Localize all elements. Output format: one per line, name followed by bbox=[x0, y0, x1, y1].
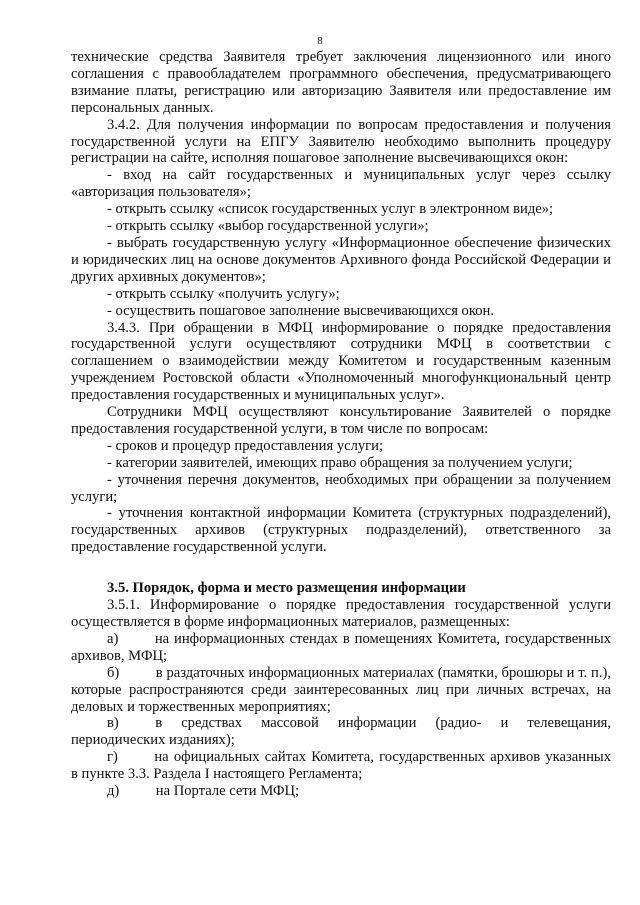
paragraph: технические средства Заявителя требует заключения лицензионного или иного соглашения с правообладателем программного обеспечения, предусматривающего взимание платы, регистрацию или авторизацию Заявителя или предоставление им персональных данных. bbox=[71, 49, 611, 116]
list-marker: в) bbox=[107, 715, 119, 732]
list-item bbox=[71, 665, 611, 716]
list-item: - категории заявителей, имеющих право обращения за получением услуги; bbox=[107, 454, 573, 471]
list-item: - открыть ссылку «список государственных услуг в электронном виде»; bbox=[107, 201, 554, 218]
list-item: - уточнения перечня документов, необходимых при обращении за получением услуги; bbox=[71, 471, 611, 505]
list-text: в раздаточных информационных материалах (памятки, брошюры и т. п.), которые распространяются среди заинтересованных лиц при личных встречах, на деловых и торжественных мероприятиях; bbox=[71, 664, 611, 715]
list-item bbox=[71, 631, 611, 665]
list-item: - уточнения контактной информации Комитета (структурных подразделений), государственных архивов (структурных подразделений), ответственного за предоставление государственной услуги. bbox=[71, 505, 611, 556]
paragraph: 3.4.2. Для получения информации по вопросам предоставления и получения государственной услуги на ЕПГУ Заявителю необходимо выполнить процедуру регистрации на сайте, исполняя пошаговое заполнение высвечивающихся окон: bbox=[71, 116, 611, 167]
list-item: - открыть ссылку «получить услугу»; bbox=[107, 285, 340, 302]
list-item: - выбрать государственную услугу «Информационное обеспечение физических и юридических лиц на основе документов Архивного фонда Российской Федерации и других архивных документов»; bbox=[71, 234, 611, 285]
list-marker: д) bbox=[107, 783, 120, 800]
list-text: на официальных сайтах Комитета, государственных архивов указанных в пункте 3.3. Раздела I настоящего Регламента; bbox=[71, 749, 611, 783]
list-text: на Портале сети МФЦ; bbox=[155, 783, 300, 800]
list-item: - вход на сайт государственных и муниципальных услуг через ссылку «авторизация пользователя»; bbox=[71, 167, 611, 201]
page-number: 8 bbox=[317, 35, 323, 47]
list-item bbox=[71, 715, 611, 749]
list-item bbox=[71, 783, 611, 800]
list-marker: б) bbox=[107, 664, 120, 681]
list-marker: г) bbox=[107, 749, 118, 766]
paragraph: Сотрудники МФЦ осуществляют консультирование Заявителей о порядке предоставления государственной услуги, в том числе по вопросам: bbox=[71, 404, 611, 437]
list-item: - открыть ссылку «выбор государственной услуги»; bbox=[107, 218, 429, 235]
document-body bbox=[71, 49, 611, 800]
list-item: - осуществить пошаговое заполнение высвечивающихся окон. bbox=[107, 302, 494, 319]
paragraph: 3.4.3. При обращении в МФЦ информирование о порядке предоставления государственной услуги осуществляют сотрудники МФЦ в соответствии с соглашением о взаимодействии между Комитетом и государственным казенным учреждением Ростовской области «Уполномоченный многофункциональный центр предоставления государственных и муниципальных услуг». bbox=[71, 319, 611, 404]
section-heading: 3.5. Порядок, форма и место размещения информации bbox=[107, 580, 466, 597]
paragraph: 3.5.1. Информирование о порядке предоставления государственной услуги осуществляется в форме информационных материалов, размещенных: bbox=[71, 597, 611, 630]
list-item bbox=[71, 749, 611, 783]
list-marker: а) bbox=[107, 630, 119, 647]
list-text: в средствах массовой информации (радио- и телевещания, периодических изданиях); bbox=[71, 715, 611, 749]
list-text: на информационных стендах в помещениях Комитета, государственных архивов, МФЦ; bbox=[71, 630, 611, 664]
list-item: - сроков и процедур предоставления услуги; bbox=[107, 437, 384, 454]
